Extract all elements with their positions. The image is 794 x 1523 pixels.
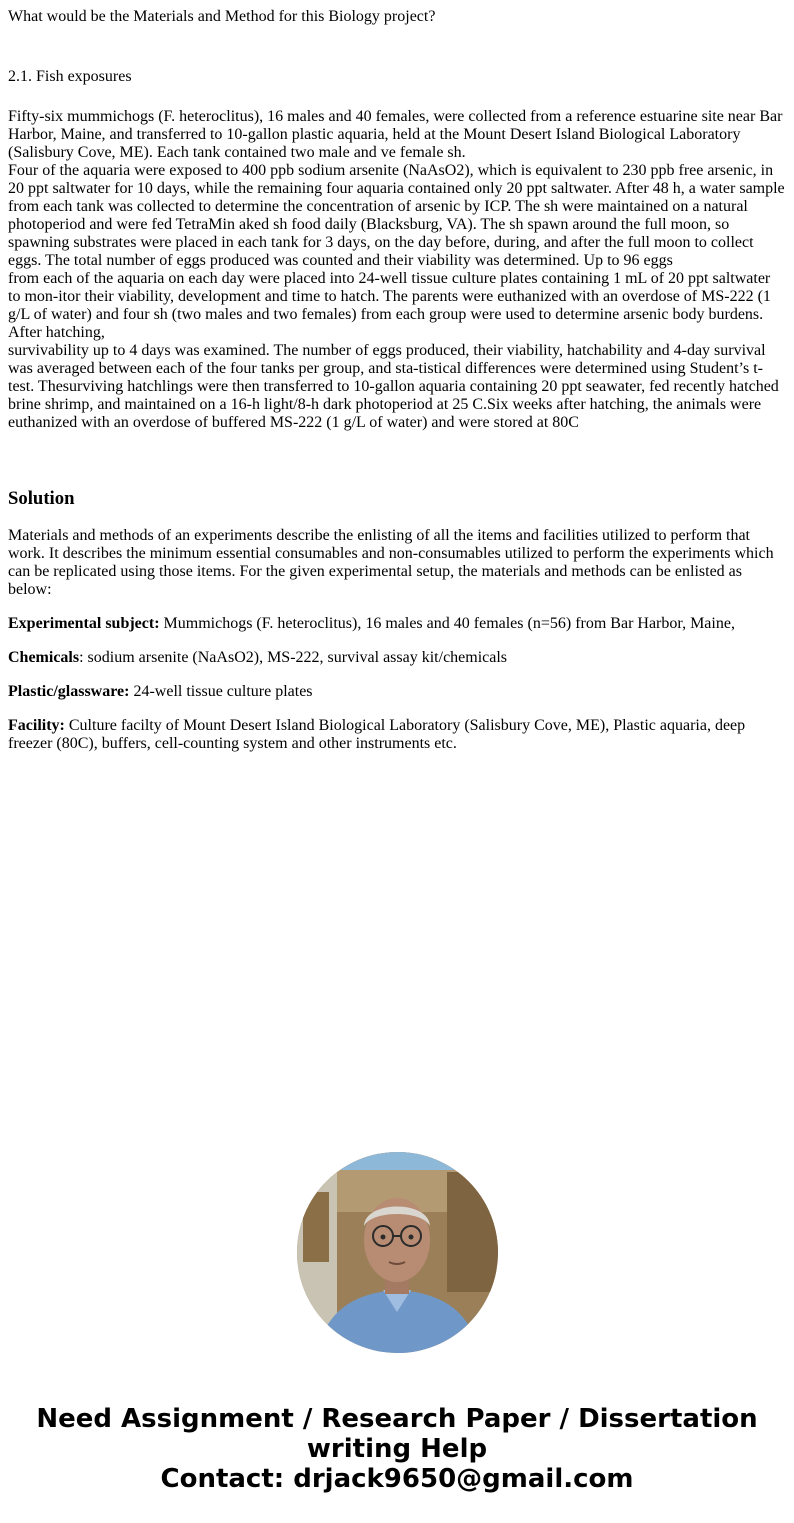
promo-line: writing Help [306, 1434, 488, 1464]
list-item-facility [8, 717, 786, 753]
person-photo-icon [297, 1152, 498, 1353]
document-page [8, 0, 786, 753]
paragraph-line: from each of the aquaria on each day were placed into 24-well tissue culture plates containing 1 mL of 20 ppt saltwater to mon-itor their viability, development and time to hatch. The parents were euthanized with an overdose of MS-222 (1 g/L of water) and four sh (two males and two females) from each group were used to determine arsenic body burdens. After hatching, [8, 270, 771, 341]
item-label: Chemicals [8, 649, 80, 666]
item-text: Culture facilty of Mount Desert Island Biological Laboratory (Salisbury Cove, ME), Plastic aquaria, deep freezer (80C), buffers, cell-counting system and other instruments etc. [8, 717, 746, 752]
methods-paragraph [8, 108, 786, 432]
item-label: Experimental subject: [8, 615, 160, 632]
paragraph-line: Fifty-six mummichogs (F. heteroclitus), 16 males and 40 females, were collected from a reference estuarine site near Bar Harbor, Maine, and transferred to 10-gallon plastic aquaria, held at the Mount Desert Island Biological Laboratory (Salisbury Cove, ME). Each tank contained two male and ve female sh. [8, 108, 783, 161]
paragraph-line: survivability up to 4 days was examined. The number of eggs produced, their viability, hatchability and 4-day survival was averaged between each of the four tanks per group, and sta-tistical differences were determined using Student’s t-test. Thesurviving hatchlings were then transferred to 10-gallon aquaria containing 20 ppt seawater, fed recently hatched brine shrimp, and maintained on a 16-h light/8-h dark photoperiod at 25 C.Six weeks after hatching, the animals were euthanized with an overdose of buffered MS-222 (1 g/L of water) and were stored at 80C [8, 342, 779, 431]
item-text: Mummichogs (F. heteroclitus), 16 males and 40 females (n=56) from Bar Harbor, Maine, [159, 615, 735, 632]
item-text: : sodium arsenite (NaAsO2), MS-222, survival assay kit/chemicals [79, 649, 508, 666]
section-heading: 2.1. Fish exposures [8, 68, 132, 85]
item-label: Facility: [8, 717, 65, 734]
solution-intro: Materials and methods of an experiments describe the enlisting of all the items and facilities utilized to perform that work. It describes the minimum essential consumables and non-consumables utilized to perform the experiments which can be replicated using those items. For the given experimental setup, the materials and methods can be enlisted as below: [8, 527, 774, 598]
avatar [297, 1152, 498, 1353]
solution-heading: Solution [8, 488, 75, 509]
item-label: Plastic/glassware: [8, 683, 130, 700]
promo-line: Need Assignment / Research Paper / Dissertation [36, 1404, 758, 1434]
question-text: What would be the Materials and Method for this Biology project? [8, 8, 436, 25]
list-item-plastic-glassware [8, 683, 786, 701]
list-item-experimental-subject [8, 615, 786, 633]
promo-banner [0, 1404, 794, 1494]
paragraph-line: Four of the aquaria were exposed to 400 ppb sodium arsenite (NaAsO2), which is equivalent to 230 ppb free arsenic, in 20 ppt saltwater for 10 days, while the remaining four aquaria contained only 20 ppt saltwater. After 48 h, a water sample from each tank was collected to determine the concentration of arsenic by ICP. The sh were maintained on a natural photoperiod and were fed TetraMin aked sh food daily (Blacksburg, VA). The sh spawn around the full moon, so spawning substrates were placed in each tank for 3 days, on the day before, during, and after the full moon to collect eggs. The total number of eggs produced was counted and their viability was determined. Up to 96 eggs [8, 162, 785, 269]
item-text: 24-well tissue culture plates [129, 683, 313, 700]
contact-line: Contact: drjack9650@gmail.com [160, 1464, 634, 1494]
list-item-chemicals [8, 649, 786, 667]
